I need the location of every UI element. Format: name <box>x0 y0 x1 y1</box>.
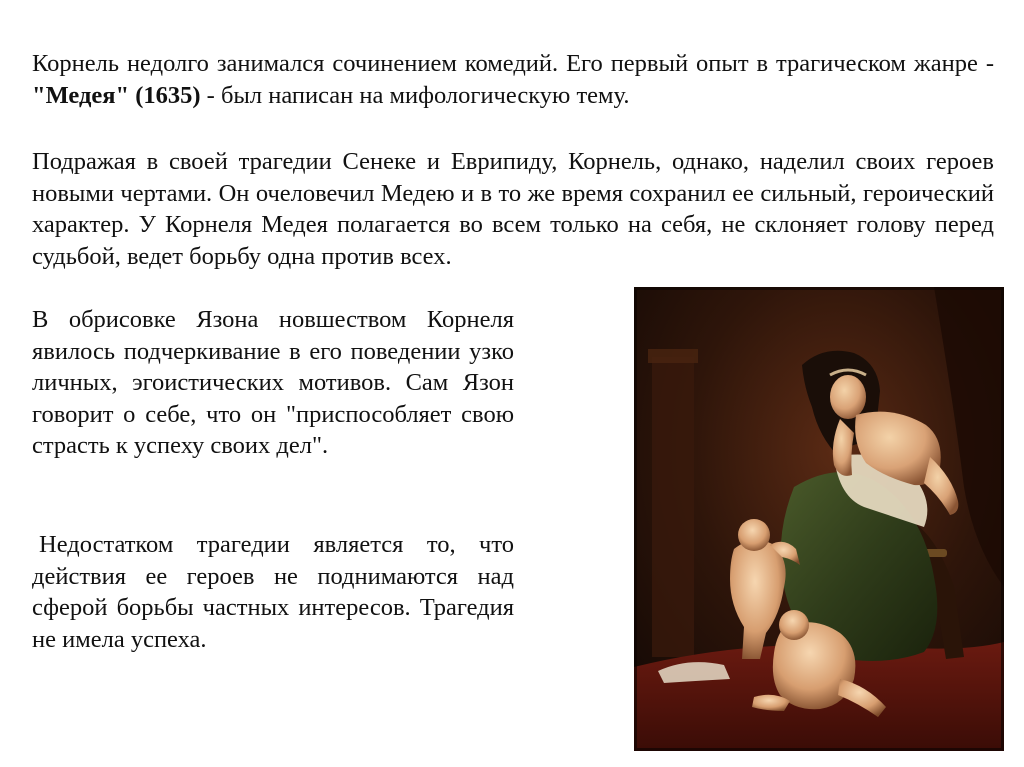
paragraph-conclusion <box>32 529 514 655</box>
intro-text-after: - был написан на мифологическую тему. <box>200 81 630 109</box>
intro-text-before: Корнель недолго занимался сочинением комедий. Его первый опыт в трагическом жанре - <box>32 50 994 77</box>
medea-painting <box>634 287 1004 751</box>
medea-face <box>830 375 866 419</box>
background-column <box>652 357 694 657</box>
column-capital <box>648 349 698 363</box>
paragraph-jason: В обрисовке Язона новшеством Корнеля явилось подчеркивание в его поведении узко личных, эгоистических мотивов. Сам Язон говорит о себе, что он "приспособляет свою страсть к успеху своих дел". <box>32 306 514 459</box>
child-standing-head <box>738 519 770 551</box>
paragraph-intro <box>32 48 994 111</box>
paragraph-characters: Подражая в своей трагедии Сенеке и Еврипиду, Корнель, однако, наделил своих героев новыми чертами. Он очеловечил Медею и в то же время сохранил ее сильный, героический характер. У Корнеля Медея полагается во всем только на себя, не склоняет голову перед судьбой, ведет борьбу одна против всех. <box>32 148 994 270</box>
painting-canvas <box>634 287 1004 751</box>
medea-title-bold: "Медея" (1635) <box>32 81 201 109</box>
child-crawling-head <box>779 610 809 640</box>
conclusion-text: Недостатком трагедии является то, что действия ее героев не поднимаются над сферой борьбы частных интересов. Трагедия не имела успеха. <box>32 531 514 653</box>
